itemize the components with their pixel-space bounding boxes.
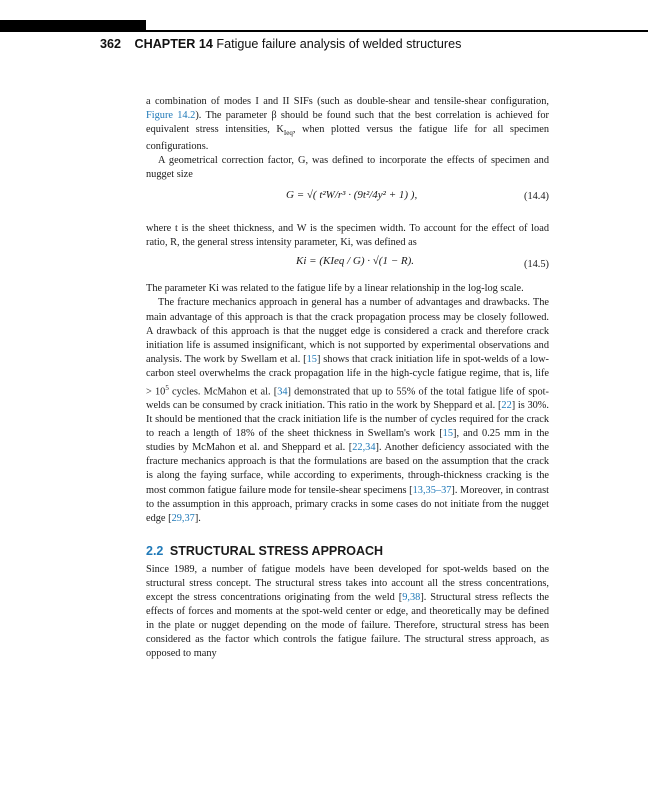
paragraph: Since 1989, a number of fatigue models have been developed for spot-welds based on the structural stress concept. The structural stress takes into account all the stress concentrations, except the stress concentrations originating from the weld [9,38]. Structural stress reflects the effects of forces and moments at the spot-weld center or edge, and theoretically may be defined in the plate or nugget depending on the mode of failure. Therefore, structural stress has been considered as the factor which controls the fatigue failure. The structural stress approach, as opposed to many (146, 563, 549, 659)
citation-link[interactable]: 22 (501, 400, 512, 412)
citation-link[interactable]: 15 (442, 428, 454, 440)
citation-link[interactable]: 9,38 (402, 591, 421, 603)
paragraph: a combination of modes I and II SIFs (such as double-shear and tensile-shear configuration, Figure 14.2). The parameter β should be found such that the best correlation is achieved for equivalent stress intensities, $K_{Ieq}$, when plotted versus the fatigue life for all specimen configurations. (146, 96, 550, 153)
header-rule (0, 30, 648, 32)
citation-link[interactable]: 29,37 (171, 512, 195, 524)
running-header (100, 37, 461, 51)
equation-14-5 (146, 250, 549, 282)
chapter-title: Fatigue failure analysis of welded structures (216, 37, 462, 51)
equation-14-4 (146, 182, 549, 222)
paragraph: The fracture mechanics approach in general has a number of advantages and drawbacks. The main advantage of this approach is that the crack propagation process may be closely followed. A drawback of this approach is that the nugget edge is considered a crack and therefore crack initiation life is assumed insignificant, which is not supported by experimental observations and analysis. The work by Swellam et al. [15] shows that crack initiation life in spot-welds of a low-carbon steel overwhelms the crack propagation life in the high-cycle fatigue regime, that is, life > $10^5$ cycles. McMahon et al. [34] demonstrated that up to 55% of the total fatigue life of spot-welds can be consumed by crack initiation. This ratio in the work by Sheppard et al. [22] is 30%. It should be mentioned that the crack initiation life is the number of cycles required for the crack to reach a length of 18% of the sheet thickness in Swellam's work [15], and 0.25 mm in the studies by McMahon et al. and Sheppard et al. [22,34]. Another deficiency associated with the fracture mechanics approach is that the formulations are based on the assumption that the crack is along the faying surface, while according to experiments, through-thickness cracking is the most common fatigue failure mode for tensile-shear specimens [13,35–37]. Moreover, in contrast to the assumption in this approach, primary cracks in some cases do not initiate from the nugget edge [29,37]. (146, 297, 550, 524)
citation-link[interactable]: 15 (306, 353, 317, 365)
citation-link[interactable]: 13,35–37 (412, 484, 452, 496)
section-number: 2.2 (146, 543, 164, 558)
header-bar (0, 20, 146, 30)
section-heading (146, 544, 549, 558)
chapter-label: CHAPTER 14 (134, 37, 213, 51)
page-number: 362 (100, 37, 122, 51)
paragraph: The parameter Ki was related to the fatigue life by a linear relationship in the log-log scale. (146, 283, 524, 295)
equation-formula: Ki = (KIeq / G) · √(1 − R). (296, 255, 415, 268)
citation-link[interactable]: 34 (277, 386, 288, 398)
equation-formula: G = √( t²W/r³ · (9t²/4y² + 1) ), (286, 189, 418, 202)
figure-link[interactable]: Figure 14.2 (146, 110, 196, 122)
section-title: STRUCTURAL STRESS APPROACH (169, 543, 384, 558)
equation-number: (14.4) (524, 191, 549, 203)
equation-number: (14.5) (524, 259, 549, 271)
paragraph: where t is the sheet thickness, and W is the specimen width. To account for the effect of load ratio, R, the general stress intensity parameter, Ki, was defined as (146, 223, 549, 249)
citation-link[interactable]: 22,34 (352, 442, 376, 454)
page-content (146, 95, 549, 661)
paragraph: A geometrical correction factor, G, was defined to incorporate the effects of specimen and nugget size (146, 155, 549, 181)
